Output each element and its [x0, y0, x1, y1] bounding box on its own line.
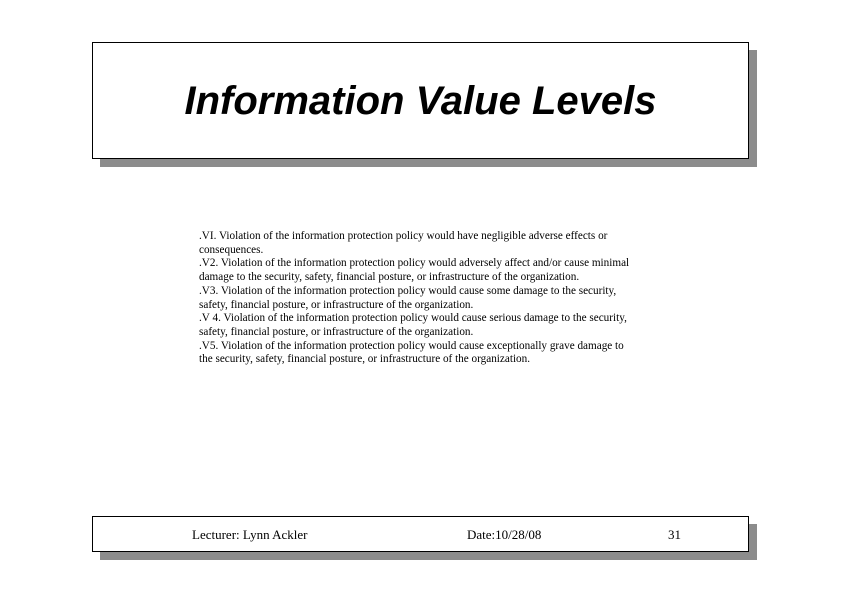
- page-number: 31: [668, 527, 681, 542]
- footer-box: [92, 516, 749, 552]
- footer-date: Date:10/28/08: [467, 527, 542, 542]
- slide-title: Information Value Levels: [184, 78, 657, 123]
- title-box: [92, 42, 749, 159]
- value-level-item: .V2. Violation of the information protection policy would adversely affect and/or cause minimal damage to the security, safety, financial posture, or infrastructure of the organization.: [199, 257, 630, 284]
- value-level-item: .V5. Violation of the information protection policy would cause exceptionally grave damage to the security, safety, financial posture, or infrastructure of the organization.: [199, 339, 624, 366]
- value-level-item: .VI. Violation of the information protection policy would have negligible adverse effects or consequences.: [199, 230, 608, 256]
- footer-lecturer: Lecturer: Lynn Ackler: [192, 527, 308, 542]
- value-levels-list: [199, 230, 639, 367]
- value-level-item: .V3. Violation of the information protection policy would cause some damage to the security, safety, financial posture, or infrastructure of the organization.: [199, 284, 617, 311]
- value-level-item: .V 4. Violation of the information protection policy would cause serious damage to the security, safety, financial posture, or infrastructure of the organization.: [199, 312, 627, 338]
